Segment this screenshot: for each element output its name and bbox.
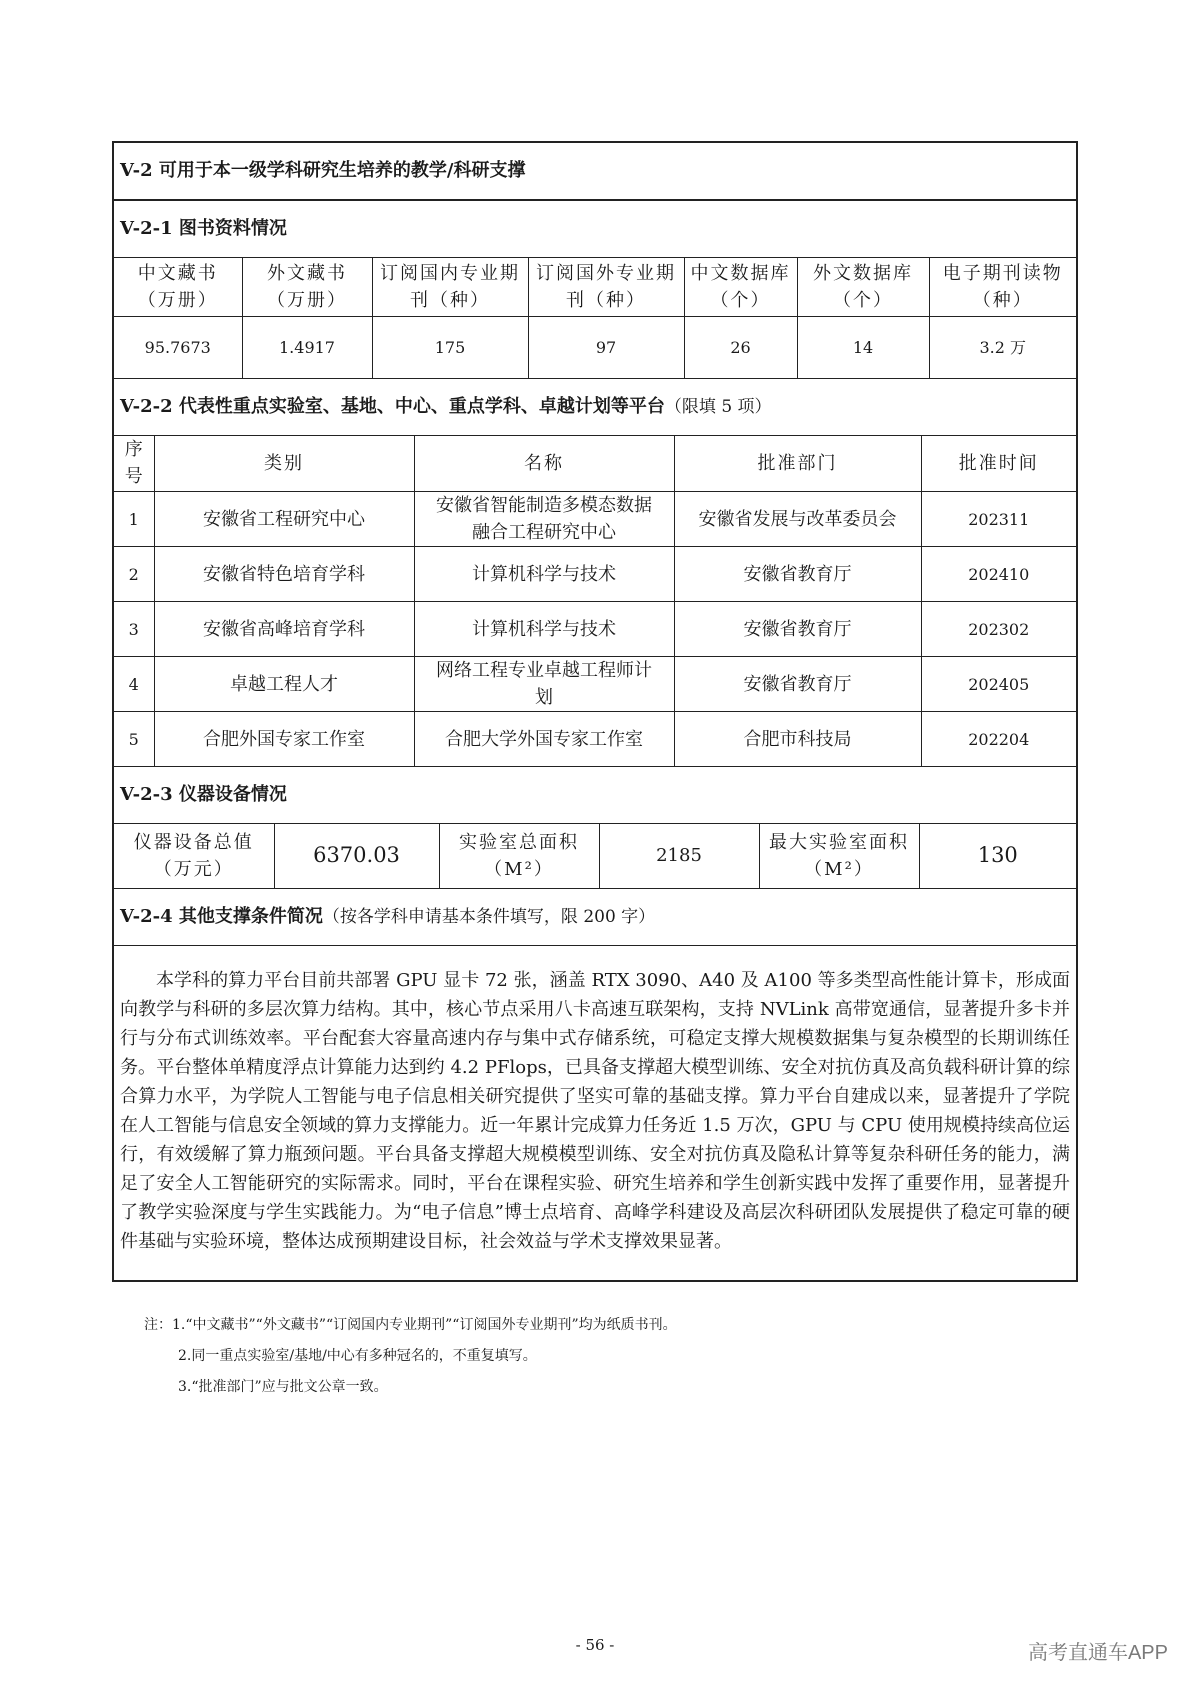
row-category: 安徽省工程研究中心 (154, 492, 414, 547)
row-dept: 合肥市科技局 (674, 712, 921, 767)
books-header-cell: 中文藏书 （万册） (114, 258, 242, 316)
row-no: 2 (114, 547, 154, 602)
lab-area-label: 实验室总面积 （M²） (439, 824, 599, 888)
books-value-cell: 26 (684, 316, 797, 378)
platforms-table (114, 436, 1076, 768)
row-date: 202410 (921, 547, 1076, 602)
table-row (114, 547, 1076, 602)
table-row (114, 602, 1076, 657)
other-title: V-2-4 其他支撑条件简况（按各学科申请基本条件填写，限 200 字） (114, 889, 1076, 946)
other-title-note: （按各学科申请基本条件填写，限 200 字） (322, 906, 656, 927)
page-number: - 56 - (575, 1636, 615, 1654)
row-date: 202302 (921, 602, 1076, 657)
books-value-cell: 1.4917 (242, 316, 372, 378)
footnote: 3.“批准部门”应与批文公章一致。 (178, 1379, 388, 1395)
books-header-cell: 外文藏书 （万册） (242, 258, 372, 316)
row-category: 合肥外国专家工作室 (154, 712, 414, 767)
platforms-header-category: 类别 (154, 436, 414, 492)
equipment-title: V-2-3 仪器设备情况 (114, 767, 1076, 824)
table-row (114, 492, 1076, 547)
platforms-header-date: 批准时间 (921, 436, 1076, 492)
max-lab-area-value: 130 (919, 824, 1076, 888)
books-value-cell: 14 (797, 316, 929, 378)
books-value-cell: 3.2 万 (929, 316, 1076, 378)
row-date: 202204 (921, 712, 1076, 767)
books-title: V-2-1 图书资料情况 (114, 201, 1076, 258)
row-category: 卓越工程人才 (154, 657, 414, 712)
platforms-title-note: （限填 5 项） (664, 396, 772, 417)
table-row (114, 657, 1076, 712)
lab-area-value: 2185 (599, 824, 759, 888)
row-date: 202311 (921, 492, 1076, 547)
table-row (114, 712, 1076, 767)
row-name: 计算机科学与技术 (414, 547, 674, 602)
support-form (112, 141, 1078, 1282)
books-header-cell: 订阅国外专业期 刊（种） (528, 258, 684, 316)
books-table (114, 258, 1076, 379)
row-date: 202405 (921, 657, 1076, 712)
books-value-cell: 175 (372, 316, 528, 378)
books-header-cell: 中文数据库 （个） (684, 258, 797, 316)
books-header-cell: 电子期刊读物 （种） (929, 258, 1076, 316)
row-dept: 安徽省教育厅 (674, 657, 921, 712)
books-value-cell: 95.7673 (114, 316, 242, 378)
books-header-cell: 外文数据库 （个） (797, 258, 929, 316)
books-header-cell: 订阅国内专业期 刊（种） (372, 258, 528, 316)
platforms-header-dept: 批准部门 (674, 436, 921, 492)
row-no: 4 (114, 657, 154, 712)
total-value-label: 仪器设备总值 （万元） (114, 824, 274, 888)
row-no: 1 (114, 492, 154, 547)
row-name: 网络工程专业卓越工程师计 划 (414, 657, 674, 712)
row-dept: 安徽省教育厅 (674, 602, 921, 657)
section-title: V-2 可用于本一级学科研究生培养的教学/科研支撑 (114, 143, 1076, 201)
footnote: 2.同一重点实验室/基地/中心有多种冠名的，不重复填写。 (178, 1348, 537, 1364)
max-lab-area-label: 最大实验室面积 （M²） (759, 824, 919, 888)
row-name: 安徽省智能制造多模态数据 融合工程研究中心 (414, 492, 674, 547)
platforms-header-name: 名称 (414, 436, 674, 492)
equipment-table (114, 824, 1076, 889)
row-no: 5 (114, 712, 154, 767)
footnote: 注：1.“中文藏书”“外文藏书”“订阅国内专业期刊”“订阅国外专业期刊”均为纸质书刊。 (144, 1317, 677, 1333)
row-name: 合肥大学外国专家工作室 (414, 712, 674, 767)
row-dept: 安徽省教育厅 (674, 547, 921, 602)
row-no: 3 (114, 602, 154, 657)
row-dept: 安徽省发展与改革委员会 (674, 492, 921, 547)
platforms-title: V-2-2 代表性重点实验室、基地、中心、重点学科、卓越计划等平台（限填 5 项） (114, 379, 1076, 436)
other-paragraph: 本学科的算力平台目前共部署 GPU 显卡 72 张，涵盖 RTX 3090、A40 及 A100 等多类型高性能计算卡，形成面向教学与科研的多层次算力结构。其中，核心节点采用八卡高速互联架构，支持 NVLink 高带宽通信，显著提升多卡并行与分布式训练效率。平台配套大容量高速内存与集中式存储系统，可稳定支撑大规模数据集与复杂模型的长期训练任务。平台整体单精度浮点计算能力达到约 4.2 PFlops，已具备支撑超大模型训练、安全对抗仿真及高负载科研计算的综合算力水平，为学院人工智能与电子信息相关研究提供了坚实可靠的基础支撑。算力平台自建成以来，显著提升了学院在人工智能与信息安全领域的算力支撑能力。近一年累计完成算力任务近 1.5 万次，GPU 与 CPU 使用规模持续高位运行，有效缓解了算力瓶颈问题。平台具备支撑超大规模模型训练、安全对抗仿真及隐私计算等复杂科研任务的能力，满足了安全人工智能研究的实际需求。同时，平台在课程实验、研究生培养和学生创新实践中发挥了重要作用，显著提升了教学实验深度与学生实践能力。为“电子信息”博士点培育、高峰学科建设及高层次科研团队发展提供了稳定可靠的硬件基础与实验环境，整体达成预期建设目标，社会效益与学术支撑效果显著。 (120, 969, 1070, 1252)
row-name: 计算机科学与技术 (414, 602, 674, 657)
total-value: 6370.03 (274, 824, 439, 888)
row-category: 安徽省特色培育学科 (154, 547, 414, 602)
watermark: 高考直通车APP (1027, 1642, 1168, 1664)
books-value-cell: 97 (528, 316, 684, 378)
row-category: 安徽省高峰培育学科 (154, 602, 414, 657)
platforms-header-no: 序 号 (114, 436, 154, 492)
footnotes (144, 1310, 677, 1403)
